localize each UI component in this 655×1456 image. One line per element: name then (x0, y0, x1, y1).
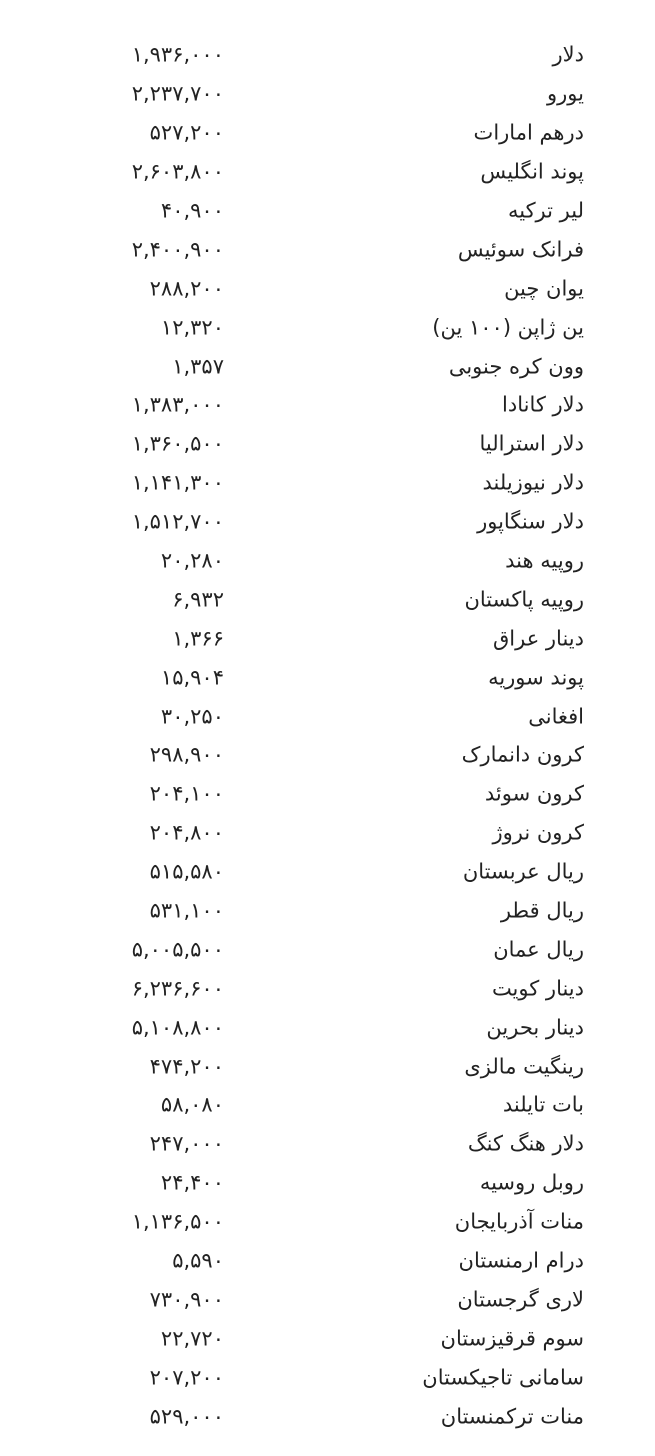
currency-price: ۶,۹۳۲ (172, 587, 224, 612)
rate-row (0, 1125, 655, 1164)
currency-price: ۵,۱۰۸,۸۰۰ (131, 1015, 224, 1040)
currency-name: ریال قطر (500, 898, 584, 923)
currency-name: لیر ترکیه (507, 198, 584, 223)
rate-row (0, 464, 655, 503)
currency-price: ۲۴۷,۰۰۰ (149, 1131, 224, 1156)
currency-price: ۵۳۱,۱۰۰ (149, 898, 224, 923)
rate-row (0, 230, 655, 269)
rate-row (0, 736, 655, 775)
currency-price: ۱,۳۸۳,۰۰۰ (131, 392, 224, 417)
currency-price: ۵,۵۹۰ (172, 1248, 224, 1273)
currency-name: ریال عمان (493, 937, 584, 962)
rate-row (0, 36, 655, 75)
currency-name: دلار استرالیا (479, 431, 584, 456)
currency-price: ۲۸۸,۲۰۰ (149, 276, 224, 301)
currency-name: دلار (552, 42, 584, 67)
currency-name: لاری گرجستان (457, 1287, 584, 1312)
rate-row (0, 1203, 655, 1242)
currency-name: وون کره جنوبی (448, 354, 584, 379)
currency-name: بات تایلند (502, 1092, 584, 1117)
currency-name: دلار هنگ کنگ (467, 1131, 584, 1156)
rate-row (0, 1047, 655, 1086)
currency-name: کرون نروژ (492, 820, 584, 845)
currency-price: ۲۰,۲۸۰ (160, 548, 224, 573)
rate-row (0, 697, 655, 736)
rate-row (0, 503, 655, 542)
currency-name: افغانی (528, 704, 584, 729)
currency-name: کرون دانمارک (461, 742, 584, 767)
currency-name: دینار بحرین (486, 1015, 584, 1040)
currency-name: درام ارمنستان (458, 1248, 584, 1273)
currency-name: یوان چین (504, 276, 584, 301)
currency-name: کرون سوئد (484, 781, 584, 806)
rate-row (0, 1281, 655, 1320)
currency-price: ۱,۵۱۲,۷۰۰ (131, 509, 224, 534)
currency-name: روبل روسیه (479, 1170, 584, 1195)
currency-price: ۱,۳۶۰,۵۰۰ (131, 431, 224, 456)
rate-row (0, 1319, 655, 1358)
currency-price: ۲,۶۰۳,۸۰۰ (131, 159, 224, 184)
currency-price: ۲۴,۴۰۰ (160, 1170, 224, 1195)
currency-name: فرانک سوئیس (457, 237, 584, 262)
rate-row (0, 153, 655, 192)
rate-row (0, 969, 655, 1008)
rate-row (0, 542, 655, 581)
currency-price: ۶,۲۳۶,۶۰۰ (131, 976, 224, 1001)
currency-price: ۵۱۵,۵۸۰ (149, 859, 224, 884)
currency-price: ۲۰۴,۱۰۰ (149, 781, 224, 806)
currency-name: پوند انگلیس (480, 159, 584, 184)
currency-price: ۱,۱۴۱,۳۰۰ (131, 470, 224, 495)
currency-price: ۱۵,۹۰۴ (160, 665, 224, 690)
currency-name: درهم امارات (473, 120, 584, 145)
currency-price: ۵۸,۰۸۰ (160, 1092, 224, 1117)
currency-price: ۲۰۷,۲۰۰ (149, 1365, 224, 1390)
currency-name: سامانی تاجیکستان (422, 1365, 584, 1390)
currency-name: ین ژاپن (۱۰۰ ین) (432, 315, 584, 340)
currency-price: ۵۲۹,۰۰۰ (149, 1404, 224, 1429)
currency-price: ۴۰,۹۰۰ (160, 198, 224, 223)
rate-row (0, 1242, 655, 1281)
rate-row (0, 1164, 655, 1203)
currency-name: رینگیت مالزی (464, 1054, 584, 1079)
rate-row (0, 930, 655, 969)
rate-row (0, 892, 655, 931)
currency-name: دلار سنگاپور (477, 509, 584, 534)
currency-name: ریال عربستان (462, 859, 584, 884)
currency-name: یورو (547, 81, 584, 106)
currency-price: ۱,۳۶۶ (172, 626, 224, 651)
currency-price: ۷۳۰,۹۰۰ (149, 1287, 224, 1312)
rate-row (0, 1397, 655, 1436)
currency-price: ۱,۳۵۷ (172, 354, 224, 379)
currency-name: دلار نیوزیلند (482, 470, 584, 495)
currency-name: دینار عراق (493, 626, 584, 651)
currency-name: منات آذربایجان (454, 1209, 584, 1234)
rate-row (0, 814, 655, 853)
rate-row (0, 114, 655, 153)
currency-price: ۲,۲۳۷,۷۰۰ (131, 81, 224, 106)
rate-row (0, 1008, 655, 1047)
currency-price: ۵۲۷,۲۰۰ (149, 120, 224, 145)
currency-price: ۱,۱۳۶,۵۰۰ (131, 1209, 224, 1234)
currency-price: ۴۷۴,۲۰۰ (149, 1054, 224, 1079)
rate-row (0, 853, 655, 892)
rate-row (0, 308, 655, 347)
rate-row (0, 425, 655, 464)
rate-row (0, 1358, 655, 1397)
currency-name: پوند سوریه (488, 665, 584, 690)
currency-name: روپیه هند (505, 548, 584, 573)
rate-row (0, 658, 655, 697)
currency-price: ۲,۴۰۰,۹۰۰ (131, 237, 224, 262)
currency-price: ۱,۹۳۶,۰۰۰ (131, 42, 224, 67)
currency-price: ۲۲,۷۲۰ (160, 1326, 224, 1351)
rate-row (0, 192, 655, 231)
currency-price: ۲۰۴,۸۰۰ (149, 820, 224, 845)
currency-price: ۱۲,۳۲۰ (160, 315, 224, 340)
rate-row (0, 347, 655, 386)
rate-row (0, 386, 655, 425)
rate-row (0, 619, 655, 658)
currency-name: منات ترکمنستان (440, 1404, 584, 1429)
rate-row (0, 1086, 655, 1125)
currency-name: دینار کویت (491, 976, 584, 1001)
exchange-rate-list (0, 36, 655, 1436)
rate-row (0, 269, 655, 308)
rate-row (0, 775, 655, 814)
currency-price: ۵,۰۰۵,۵۰۰ (131, 937, 224, 962)
rate-row (0, 580, 655, 619)
currency-price: ۲۹۸,۹۰۰ (149, 742, 224, 767)
currency-name: سوم قرقیزستان (440, 1326, 584, 1351)
currency-price: ۳۰,۲۵۰ (160, 704, 224, 729)
currency-name: دلار کانادا (502, 392, 584, 417)
rate-row (0, 75, 655, 114)
currency-name: روپیه پاکستان (464, 587, 584, 612)
